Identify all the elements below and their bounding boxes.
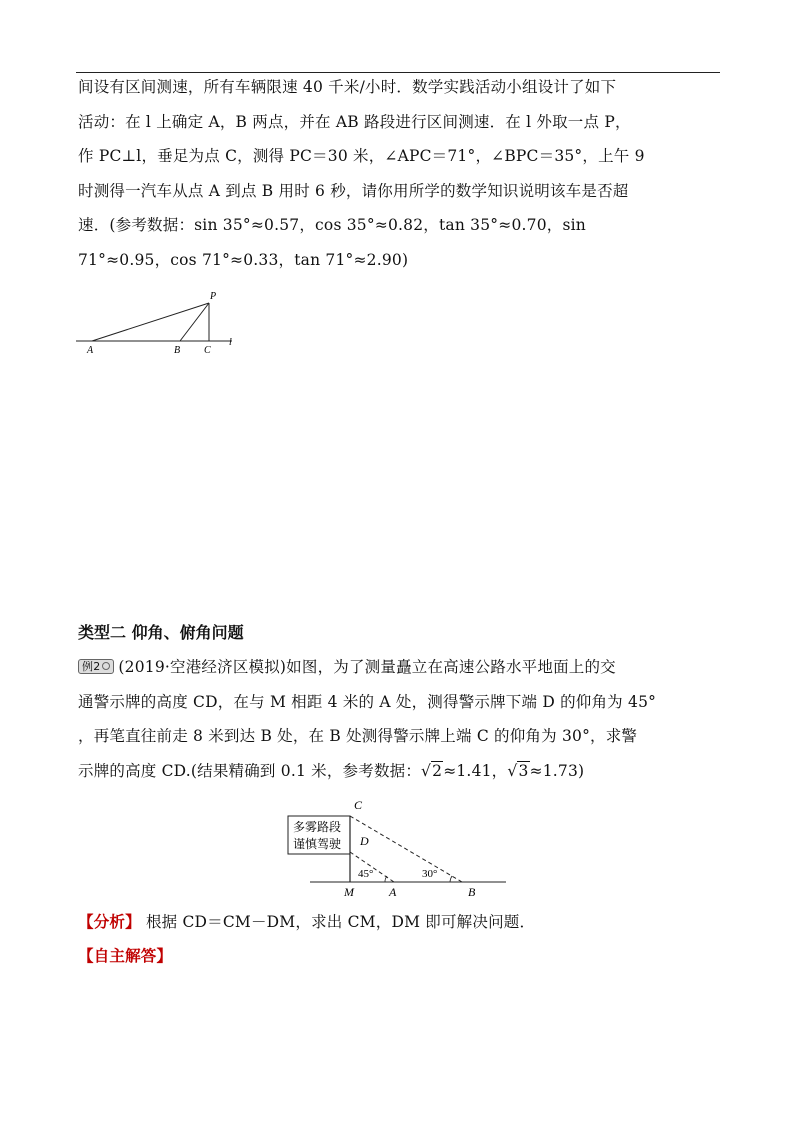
- label-C: C: [204, 345, 211, 356]
- sqrt3: √3: [507, 761, 529, 780]
- problem1-line: 活动：在 l 上确定 A，B 两点，并在 AB 路段进行区间测速．在 l 外取一点 P，: [78, 112, 631, 131]
- analysis-text: 根据 CD＝CM－DM，求出 CM，DM 即可解决问题．: [140, 913, 536, 931]
- self-answer-label: 【自主解答】: [78, 947, 173, 965]
- problem1-line: 71°≈0.95，cos 71°≈0.33，tan 71°≈2.90): [78, 250, 409, 269]
- angle-label-45: 45°: [358, 868, 374, 880]
- label-D: D: [360, 834, 369, 848]
- section-title: 类型二 仰角、俯角问题: [78, 623, 244, 642]
- label-M: M: [344, 885, 354, 899]
- segment-AP: [92, 303, 209, 341]
- problem1-line: 时测得一汽车从点 A 到点 B 用时 6 秒，请你用所学的数学知识说明该车是否超: [78, 181, 629, 200]
- self-answer: [78, 939, 722, 974]
- angle-label-30: 30°: [422, 868, 438, 880]
- problem1-line: 间设有区间测速，所有车辆限速 40 千米/小时．数学实践活动小组设计了如下: [78, 78, 617, 96]
- label-l: l: [229, 337, 232, 348]
- example2-line: 例2 (2019·空港经济区模拟)如图，为了测量矗立在高速公路水平地面上的交: [78, 650, 722, 685]
- analysis-label: 【分析】: [78, 913, 141, 931]
- example2-text: [78, 650, 722, 788]
- label-P: P: [210, 291, 217, 302]
- example2-line: ，再笔直往前走 8 米到达 B 处，在 B 处测得警示牌上端 C 的仰角为 30°，求警: [78, 727, 638, 745]
- example2-line: 通警示牌的高度 CD，在与 M 相距 4 米的 A 处，测得警示牌下端 D 的仰角为 45°: [78, 692, 657, 711]
- problem1-line: 速．(参考数据：sin 35°≈0.57，cos 35°≈0.82，tan 35°≈0.70，sin: [78, 216, 586, 234]
- label-B: B: [174, 345, 181, 356]
- sqrt2: √2: [421, 761, 443, 780]
- label-B2: B: [468, 885, 476, 899]
- angle-arc-B: [450, 876, 452, 882]
- example2-line: 示牌的高度 CD.(结果精确到 0.1 米，参考数据：√2≈1.41，√3≈1.73): [78, 754, 722, 789]
- label-C2: C: [354, 798, 363, 812]
- example-tag: 例2: [78, 659, 114, 674]
- segment-BP: [180, 303, 209, 341]
- label-A: A: [87, 345, 94, 356]
- analysis: [78, 905, 722, 940]
- sign-text-2: 谨慎驾驶: [293, 837, 342, 851]
- label-A2: A: [389, 885, 397, 899]
- angle-arc-A: [385, 876, 387, 882]
- problem1-text: [78, 70, 722, 277]
- problem1-line: 作 PC⊥l，垂足为点 C，测得 PC＝30 米，∠APC＝71°，∠BPC＝35°，上午 9: [78, 147, 645, 165]
- problem1-figure: [70, 285, 250, 360]
- example2-figure: [282, 797, 510, 899]
- sign-text-1: 多雾路段: [293, 820, 342, 834]
